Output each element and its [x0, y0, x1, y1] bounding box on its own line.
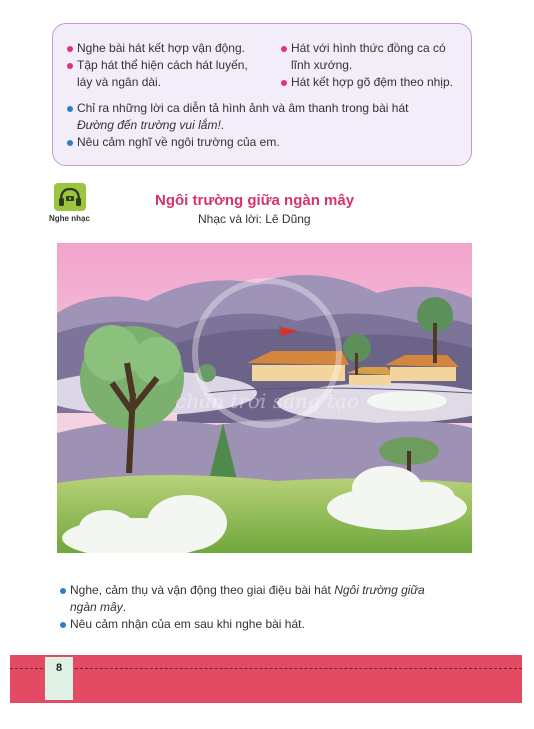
song-name: Ngôi trường giữa [334, 583, 425, 597]
task-item [70, 582, 425, 599]
footer-dashed-line [10, 668, 522, 669]
goal-item: Nghe bài hát kết hợp vận động. [77, 41, 245, 55]
bullet-dot [281, 46, 287, 52]
task-item: Chỉ ra những lời ca diễn tả hình ảnh và âm thanh trong bài hát [77, 101, 409, 115]
bullet-dot [60, 588, 66, 594]
task-item-continued [70, 599, 126, 616]
goal-item: Hát với hình thức đồng ca có [291, 41, 446, 55]
goal-item-continued: láy và ngân dài. [77, 75, 162, 89]
punctuation: . [122, 600, 127, 614]
bullet-dot [281, 80, 287, 86]
song-title: Ngôi trường giữa ngàn mây [155, 192, 355, 209]
song-author: Nhạc và lời: Lê Dũng [198, 212, 311, 226]
bullet-dot [60, 622, 66, 628]
footer-band [10, 655, 522, 703]
goal-item: Tập hát thể hiện cách hát luyến, [77, 58, 248, 72]
punctuation: . [220, 118, 225, 132]
page-number: 8 [55, 662, 63, 674]
bullet-dot [67, 140, 73, 146]
bullet-dot [67, 46, 73, 52]
task-item-continued [77, 117, 224, 134]
song-name: ngàn mây [70, 600, 123, 614]
headphones-music-icon [54, 183, 86, 211]
bullet-dot [67, 63, 73, 69]
goal-item-continued: lĩnh xướng. [291, 58, 353, 72]
song-name: Đường đến trường vui lắm! [77, 118, 221, 132]
goal-item: Hát kết hợp gõ đệm theo nhịp. [291, 75, 453, 89]
task-item: Nêu cảm nhận của em sau khi nghe bài hát. [70, 617, 305, 631]
task-text: Nghe, cảm thụ và vận động theo giai điệu bài hát [70, 583, 335, 597]
watermark-text: chân trời sáng tạo [175, 389, 359, 413]
bullet-dot [67, 106, 73, 112]
task-item: Nêu cảm nghĩ về ngôi trường của em. [77, 135, 280, 149]
school-in-clouds-illustration [57, 243, 472, 553]
listen-label: Nghe nhạc [49, 214, 90, 223]
